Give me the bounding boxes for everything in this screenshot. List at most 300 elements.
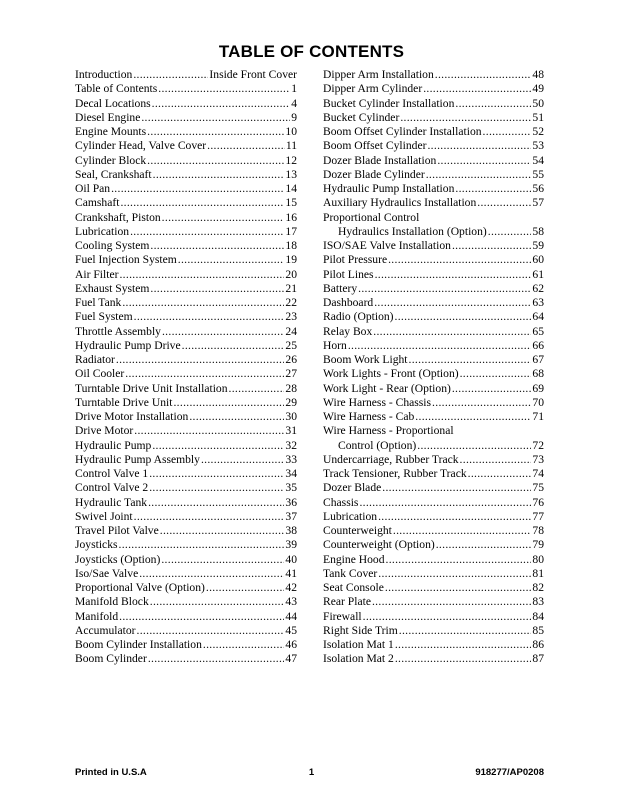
toc-entry-page: 10 <box>285 125 297 138</box>
toc-dot-leader <box>435 68 532 82</box>
toc-entry-page: 74 <box>532 467 544 480</box>
toc-entry-page: 50 <box>532 96 544 110</box>
toc-entry <box>323 396 544 410</box>
toc-entry-title: Radio (Option) <box>323 310 394 324</box>
toc-dot-leader <box>373 325 531 339</box>
toc-entry-title: Air Filter <box>75 267 119 281</box>
toc-dot-leader <box>375 268 532 282</box>
toc-dot-leader <box>382 481 531 495</box>
toc-dot-leader <box>119 538 285 552</box>
toc-entry-page: 42 <box>285 581 297 594</box>
toc-entry <box>75 182 297 196</box>
toc-entry <box>323 581 544 595</box>
toc-entry-title: Right Side Trim <box>323 623 398 637</box>
toc-entry <box>75 310 297 324</box>
toc-dot-leader <box>423 82 531 96</box>
toc-entry-page: 77 <box>532 509 544 523</box>
toc-dot-leader <box>189 410 284 424</box>
toc-entry-title: Swivel Joint <box>75 509 133 523</box>
toc-entry <box>75 638 297 652</box>
toc-entry <box>75 239 297 253</box>
toc-entry-page: 46 <box>285 638 297 651</box>
toc-entry-page: 18 <box>285 239 297 252</box>
toc-entry <box>75 424 297 438</box>
toc-dot-leader <box>374 296 531 310</box>
toc-entry-title: Track Tensioner, Rubber Track <box>323 467 467 480</box>
toc-dot-leader <box>178 253 285 267</box>
toc-entry <box>75 154 297 168</box>
toc-entry-title: Accumulator <box>75 623 136 637</box>
toc-entry-title: Tank Cover <box>323 566 378 580</box>
toc-entry-title: Boom Offset Cylinder Installation <box>323 125 482 138</box>
toc-entry <box>323 610 544 624</box>
toc-dot-leader <box>415 410 531 424</box>
toc-dot-leader <box>161 553 284 567</box>
toc-dot-leader <box>417 439 531 453</box>
toc-entry-title: Bucket Cylinder Installation <box>323 96 455 110</box>
toc-entry <box>75 595 297 609</box>
toc-dot-leader <box>152 97 291 111</box>
toc-entry-page: 32 <box>285 438 297 452</box>
toc-dot-leader <box>150 595 285 609</box>
footer-printed-in: Printed in U.S.A <box>75 767 147 778</box>
toc-entry-page: 39 <box>285 538 297 552</box>
toc-entry-page: 12 <box>285 153 297 167</box>
toc-entry <box>323 624 544 638</box>
toc-entry-page: 29 <box>285 395 297 409</box>
toc-dot-leader <box>134 424 284 438</box>
toc-dot-leader <box>455 182 531 196</box>
toc-entry-title: Fuel Injection System <box>75 253 177 267</box>
toc-entry-page: 30 <box>285 410 297 423</box>
toc-dot-leader <box>378 510 531 524</box>
toc-dot-leader <box>119 268 284 282</box>
toc-entry-page: 48 <box>532 68 544 81</box>
toc-entry-title: Oil Cooler <box>75 367 125 381</box>
toc-dot-leader <box>137 624 285 638</box>
toc-dot-leader <box>229 382 285 396</box>
toc-entry <box>75 524 297 538</box>
toc-entry-title: Cylinder Block <box>75 153 147 167</box>
toc-entry-title: Exhaust System <box>75 281 150 295</box>
toc-entry-title: Decal Locations <box>75 96 151 110</box>
toc-entry-page: 65 <box>532 324 544 338</box>
toc-entry <box>323 125 544 139</box>
toc-entry-page: 80 <box>532 552 544 566</box>
toc-entry <box>75 196 297 210</box>
toc-entry <box>323 367 544 381</box>
toc-entry-page: 79 <box>532 538 544 552</box>
toc-entry-page: 28 <box>285 381 297 395</box>
toc-entry <box>323 382 544 396</box>
toc-dot-leader <box>150 239 284 253</box>
toc-entry <box>323 68 544 82</box>
toc-entry-page: 34 <box>285 467 297 480</box>
toc-dot-leader <box>399 624 532 638</box>
toc-dot-leader <box>358 282 531 296</box>
toc-entry-page: 71 <box>532 410 544 423</box>
toc-entry-page: 58 <box>532 224 544 238</box>
footer-document-code: 918277/AP0208 <box>475 767 544 778</box>
toc-entry-page: 26 <box>285 353 297 366</box>
toc-entry-page: 68 <box>532 367 544 381</box>
toc-entry-title: Pilot Lines <box>323 267 374 281</box>
toc-dot-leader <box>122 296 284 310</box>
toc-entry <box>323 182 544 196</box>
toc-dot-leader <box>158 82 290 96</box>
toc-entry-title: Dozer Blade Cylinder <box>323 167 425 181</box>
toc-entry-page: 43 <box>285 595 297 609</box>
toc-entry <box>75 253 297 267</box>
toc-entry-title: Oil Pan <box>75 182 111 195</box>
toc-dot-leader <box>149 467 284 481</box>
toc-entry <box>75 481 297 495</box>
toc-entry <box>323 524 544 538</box>
toc-entry-page: 60 <box>532 253 544 267</box>
toc-dot-leader <box>207 139 285 153</box>
toc-dot-leader <box>452 239 531 253</box>
toc-entry <box>323 154 544 168</box>
toc-entry-title: Firewall <box>323 609 362 623</box>
toc-dot-leader <box>133 68 208 82</box>
toc-entry-page: 33 <box>285 452 297 466</box>
toc-dot-leader <box>141 111 290 125</box>
toc-entry <box>323 638 544 652</box>
toc-entry <box>323 481 544 495</box>
toc-dot-leader <box>400 111 531 125</box>
toc-entry <box>75 225 297 239</box>
toc-dot-leader <box>409 353 532 367</box>
toc-entry-page: 83 <box>532 595 544 609</box>
toc-dot-leader <box>173 396 284 410</box>
toc-entry-title: Fuel System <box>75 310 133 324</box>
toc-entry <box>75 439 297 453</box>
toc-entry <box>75 339 297 353</box>
toc-entry <box>323 111 544 125</box>
page-title: TABLE OF CONTENTS <box>218 42 405 61</box>
toc-entry-page: 86 <box>532 638 544 651</box>
toc-entry-page: 21 <box>285 281 297 295</box>
toc-entry-title: Boom Offset Cylinder <box>323 139 427 153</box>
toc-dot-leader <box>125 367 284 381</box>
toc-dot-leader <box>372 595 531 609</box>
toc-entry <box>75 453 297 467</box>
toc-entry <box>75 382 297 396</box>
toc-entry <box>75 610 297 624</box>
toc-entry <box>323 424 544 453</box>
toc-entry-page: 64 <box>532 310 544 324</box>
toc-dot-leader <box>148 496 284 510</box>
toc-entry <box>323 268 544 282</box>
toc-entry <box>75 496 297 510</box>
toc-entry <box>323 139 544 153</box>
toc-dot-leader <box>363 610 532 624</box>
toc-dot-leader <box>395 652 532 666</box>
toc-entry-page: 9 <box>291 110 297 124</box>
toc-entry <box>75 652 297 666</box>
toc-entry-page: 16 <box>285 210 297 224</box>
toc-entry <box>75 467 297 481</box>
toc-entry <box>75 111 297 125</box>
toc-entry-page: 63 <box>532 296 544 309</box>
toc-entry-title: Seal, Crankshaft <box>75 167 152 181</box>
toc-entry-page: 15 <box>285 196 297 210</box>
toc-entry <box>323 296 544 310</box>
toc-entry <box>75 268 297 282</box>
toc-entry-page: 84 <box>532 609 544 623</box>
toc-dot-leader <box>150 282 284 296</box>
toc-entry <box>75 624 297 638</box>
toc-entry-title: Joysticks (Option) <box>75 552 161 566</box>
toc-entry-page: 82 <box>532 581 544 594</box>
toc-entry-page: 67 <box>532 353 544 366</box>
toc-entry-page: 14 <box>285 182 297 195</box>
toc-entry-page: 36 <box>285 495 297 509</box>
toc-entry-title: Travel Pilot Valve <box>75 524 159 537</box>
toc-right-column <box>323 68 544 667</box>
toc-entry-page: 78 <box>532 524 544 537</box>
toc-entry-page: 62 <box>532 281 544 295</box>
toc-entry <box>323 553 544 567</box>
toc-entry-title: Hydraulic Pump Installation <box>323 182 455 195</box>
toc-entry-page: 17 <box>285 224 297 238</box>
toc-entry-title: Boom Cylinder <box>75 652 147 666</box>
toc-entry <box>75 553 297 567</box>
toc-entry <box>323 239 544 253</box>
toc-entry-title: Control Valve 1 <box>75 467 149 480</box>
toc-entry <box>323 196 544 210</box>
toc-dot-leader <box>134 310 285 324</box>
toc-dot-leader <box>148 652 285 666</box>
toc-entry <box>75 168 297 182</box>
toc-dot-leader <box>206 581 285 595</box>
toc-entry-page: 53 <box>532 139 544 153</box>
toc-dot-leader <box>130 225 284 239</box>
toc-dot-leader <box>455 97 531 111</box>
toc-dot-leader <box>468 467 532 481</box>
toc-entry-page: 20 <box>285 267 297 281</box>
toc-entry-title: Cylinder Head, Valve Cover <box>75 139 207 153</box>
toc-entry-title-continued: Hydraulics Installation (Option) <box>338 224 487 238</box>
toc-entry-page: 69 <box>532 381 544 395</box>
toc-entry-title: Turntable Drive Unit <box>75 395 173 409</box>
toc-entry-title: Dipper Arm Installation <box>323 68 434 81</box>
toc-entry-title: Counterweight <box>323 524 392 537</box>
toc-entry-page: 51 <box>532 110 544 124</box>
toc-entry-page: 72 <box>532 438 544 452</box>
toc-entry-title: Hydraulic Pump Assembly <box>75 452 200 466</box>
toc-entry-page: Inside Front Cover <box>209 68 297 81</box>
toc-dot-leader <box>393 524 532 538</box>
toc-entry <box>323 410 544 424</box>
toc-entry <box>75 581 297 595</box>
toc-entry <box>323 453 544 467</box>
toc-entry-title: Crankshaft, Piston <box>75 210 161 224</box>
toc-entry <box>75 139 297 153</box>
toc-entry <box>323 467 544 481</box>
toc-entry-page: 24 <box>285 324 297 338</box>
toc-entry-title: ISO/SAE Valve Installation <box>323 239 451 252</box>
toc-entry-page: 13 <box>285 167 297 181</box>
toc-dot-leader <box>395 310 532 324</box>
toc-dot-leader <box>203 638 285 652</box>
toc-entry-title: Cooling System <box>75 239 150 252</box>
toc-entry-title: Joysticks <box>75 538 118 552</box>
toc-entry <box>75 82 297 96</box>
toc-entry-page: 54 <box>532 153 544 167</box>
toc-entry-page: 19 <box>285 253 297 267</box>
toc-entry-title: Auxiliary Hydraulics Installation <box>323 196 477 210</box>
toc-entry-title: Drive Motor <box>75 424 134 438</box>
toc-entry-title: Hydraulic Pump Drive <box>75 338 181 352</box>
toc-entry-title: Proportional Control <box>323 210 420 224</box>
toc-entry-title: Introduction <box>75 68 133 81</box>
toc-entry <box>323 353 544 367</box>
toc-dot-leader <box>460 367 532 381</box>
toc-entry-title: Engine Hood <box>323 552 385 566</box>
toc-entry-title: Undercarriage, Rubber Track <box>323 452 459 466</box>
toc-dot-leader <box>134 510 285 524</box>
toc-entry-title: Diesel Engine <box>75 110 141 124</box>
toc-dot-leader <box>477 196 531 210</box>
toc-entry-title: Battery <box>323 281 358 295</box>
toc-entry-page: 81 <box>532 566 544 580</box>
toc-dot-leader <box>436 538 532 552</box>
toc-entry-page: 85 <box>532 623 544 637</box>
toc-entry-title: Throttle Assembly <box>75 324 161 338</box>
toc-entry <box>323 595 544 609</box>
toc-dot-leader <box>201 453 284 467</box>
toc-entry <box>323 567 544 581</box>
toc-entry-page: 11 <box>285 139 297 153</box>
toc-entry-page: 57 <box>532 196 544 210</box>
toc-entry-title: Manifold Block <box>75 595 149 609</box>
toc-entry-page: 35 <box>285 481 297 495</box>
toc-entry <box>75 68 297 82</box>
toc-left-column <box>75 68 297 667</box>
toc-entry <box>75 353 297 367</box>
toc-entry-title: Control Valve 2 <box>75 481 149 495</box>
toc-dot-leader <box>395 638 532 652</box>
toc-entry-title: Isolation Mat 2 <box>323 652 394 666</box>
toc-entry-title: Counterweight (Option) <box>323 538 435 552</box>
toc-dot-leader <box>147 154 284 168</box>
toc-entry-title: Dashboard <box>323 296 374 309</box>
toc-entry-title: Pilot Pressure <box>323 253 388 267</box>
toc-dot-leader <box>437 154 531 168</box>
toc-entry-title: Wire Harness - Proportional <box>323 424 454 438</box>
toc-entry-page: 25 <box>285 338 297 352</box>
toc-entry <box>323 253 544 267</box>
toc-entry <box>323 339 544 353</box>
toc-entry-page: 40 <box>285 552 297 566</box>
toc-dot-leader <box>111 182 284 196</box>
toc-entry-page: 23 <box>285 310 297 324</box>
toc-entry <box>323 82 544 96</box>
toc-entry-page: 1 <box>291 82 297 96</box>
toc-entry-page: 61 <box>532 267 544 281</box>
toc-entry-page: 49 <box>532 82 544 96</box>
toc-entry-title: Rear Plate <box>323 595 371 609</box>
toc-entry <box>323 325 544 339</box>
toc-dot-leader <box>152 439 284 453</box>
toc-entry-page: 47 <box>285 652 297 666</box>
toc-entry-title: Turntable Drive Unit Installation <box>75 381 228 395</box>
toc-entry-page: 41 <box>285 566 297 580</box>
toc-entry-page: 56 <box>532 182 544 195</box>
toc-dot-leader <box>119 610 284 624</box>
toc-entry-title: Iso/Sae Valve <box>75 566 139 580</box>
toc-dot-leader <box>153 168 285 182</box>
toc-dot-leader <box>460 453 532 467</box>
toc-entry-title: Dozer Blade <box>323 481 382 495</box>
toc-dot-leader <box>426 168 532 182</box>
footer-page-number: 1 <box>308 767 315 778</box>
toc-entry <box>75 367 297 381</box>
toc-dot-leader <box>359 496 531 510</box>
toc-dot-leader <box>386 553 532 567</box>
toc-entry-page: 31 <box>285 424 297 438</box>
toc-entry-page: 52 <box>532 125 544 138</box>
toc-entry-title: Dozer Blade Installation <box>323 153 437 167</box>
toc-entry-title: Table of Contents <box>75 82 158 96</box>
toc-entry-title: Wire Harness - Chassis <box>323 395 432 409</box>
toc-entry-title: Lubrication <box>75 224 130 238</box>
toc-entry-page: 87 <box>532 652 544 666</box>
toc-entry <box>323 211 544 240</box>
toc-entry-title: Hydraulic Tank <box>75 495 148 509</box>
toc-entry-page: 37 <box>285 509 297 523</box>
toc-entry <box>75 410 297 424</box>
toc-entry-title: Work Lights - Front (Option) <box>323 367 459 381</box>
toc-entry-title: Work Light - Rear (Option) <box>323 381 451 395</box>
toc-entry-page: 45 <box>285 623 297 637</box>
toc-dot-leader <box>162 325 284 339</box>
toc-entry-page: 22 <box>285 296 297 309</box>
toc-entry-title: Hydraulic Pump <box>75 438 152 452</box>
toc-entry <box>75 296 297 310</box>
toc-entry-page: 70 <box>532 395 544 409</box>
toc-entry <box>75 396 297 410</box>
toc-entry-page: 44 <box>285 609 297 623</box>
toc-dot-leader <box>427 139 531 153</box>
toc-dot-leader <box>116 353 284 367</box>
toc-dot-leader <box>452 382 532 396</box>
toc-entry <box>75 538 297 552</box>
toc-entry-title: Wire Harness - Cab <box>323 410 415 423</box>
toc-entry-title: Radiator <box>75 353 115 366</box>
toc-entry-title-continued: Control (Option) <box>338 438 417 452</box>
toc-entry-title: Relay Box <box>323 324 373 338</box>
toc-entry-title: Fuel Tank <box>75 296 122 309</box>
toc-entry-title: Dipper Arm Cylinder <box>323 82 423 96</box>
toc-entry-page: 38 <box>285 524 297 537</box>
toc-entry-title: Isolation Mat 1 <box>323 638 394 651</box>
toc-entry-title: Camshaft <box>75 196 120 210</box>
toc-entry-page: 4 <box>291 96 297 110</box>
toc-dot-leader <box>348 339 532 353</box>
toc-dot-leader <box>432 396 531 410</box>
toc-dot-leader <box>483 125 532 139</box>
toc-entry <box>75 97 297 111</box>
toc-dot-leader <box>147 125 284 139</box>
toc-entry-page: 55 <box>532 167 544 181</box>
toc-entry-page: 66 <box>532 338 544 352</box>
toc-entry <box>75 325 297 339</box>
toc-entry <box>75 567 297 581</box>
toc-entry <box>323 496 544 510</box>
toc-entry <box>323 168 544 182</box>
